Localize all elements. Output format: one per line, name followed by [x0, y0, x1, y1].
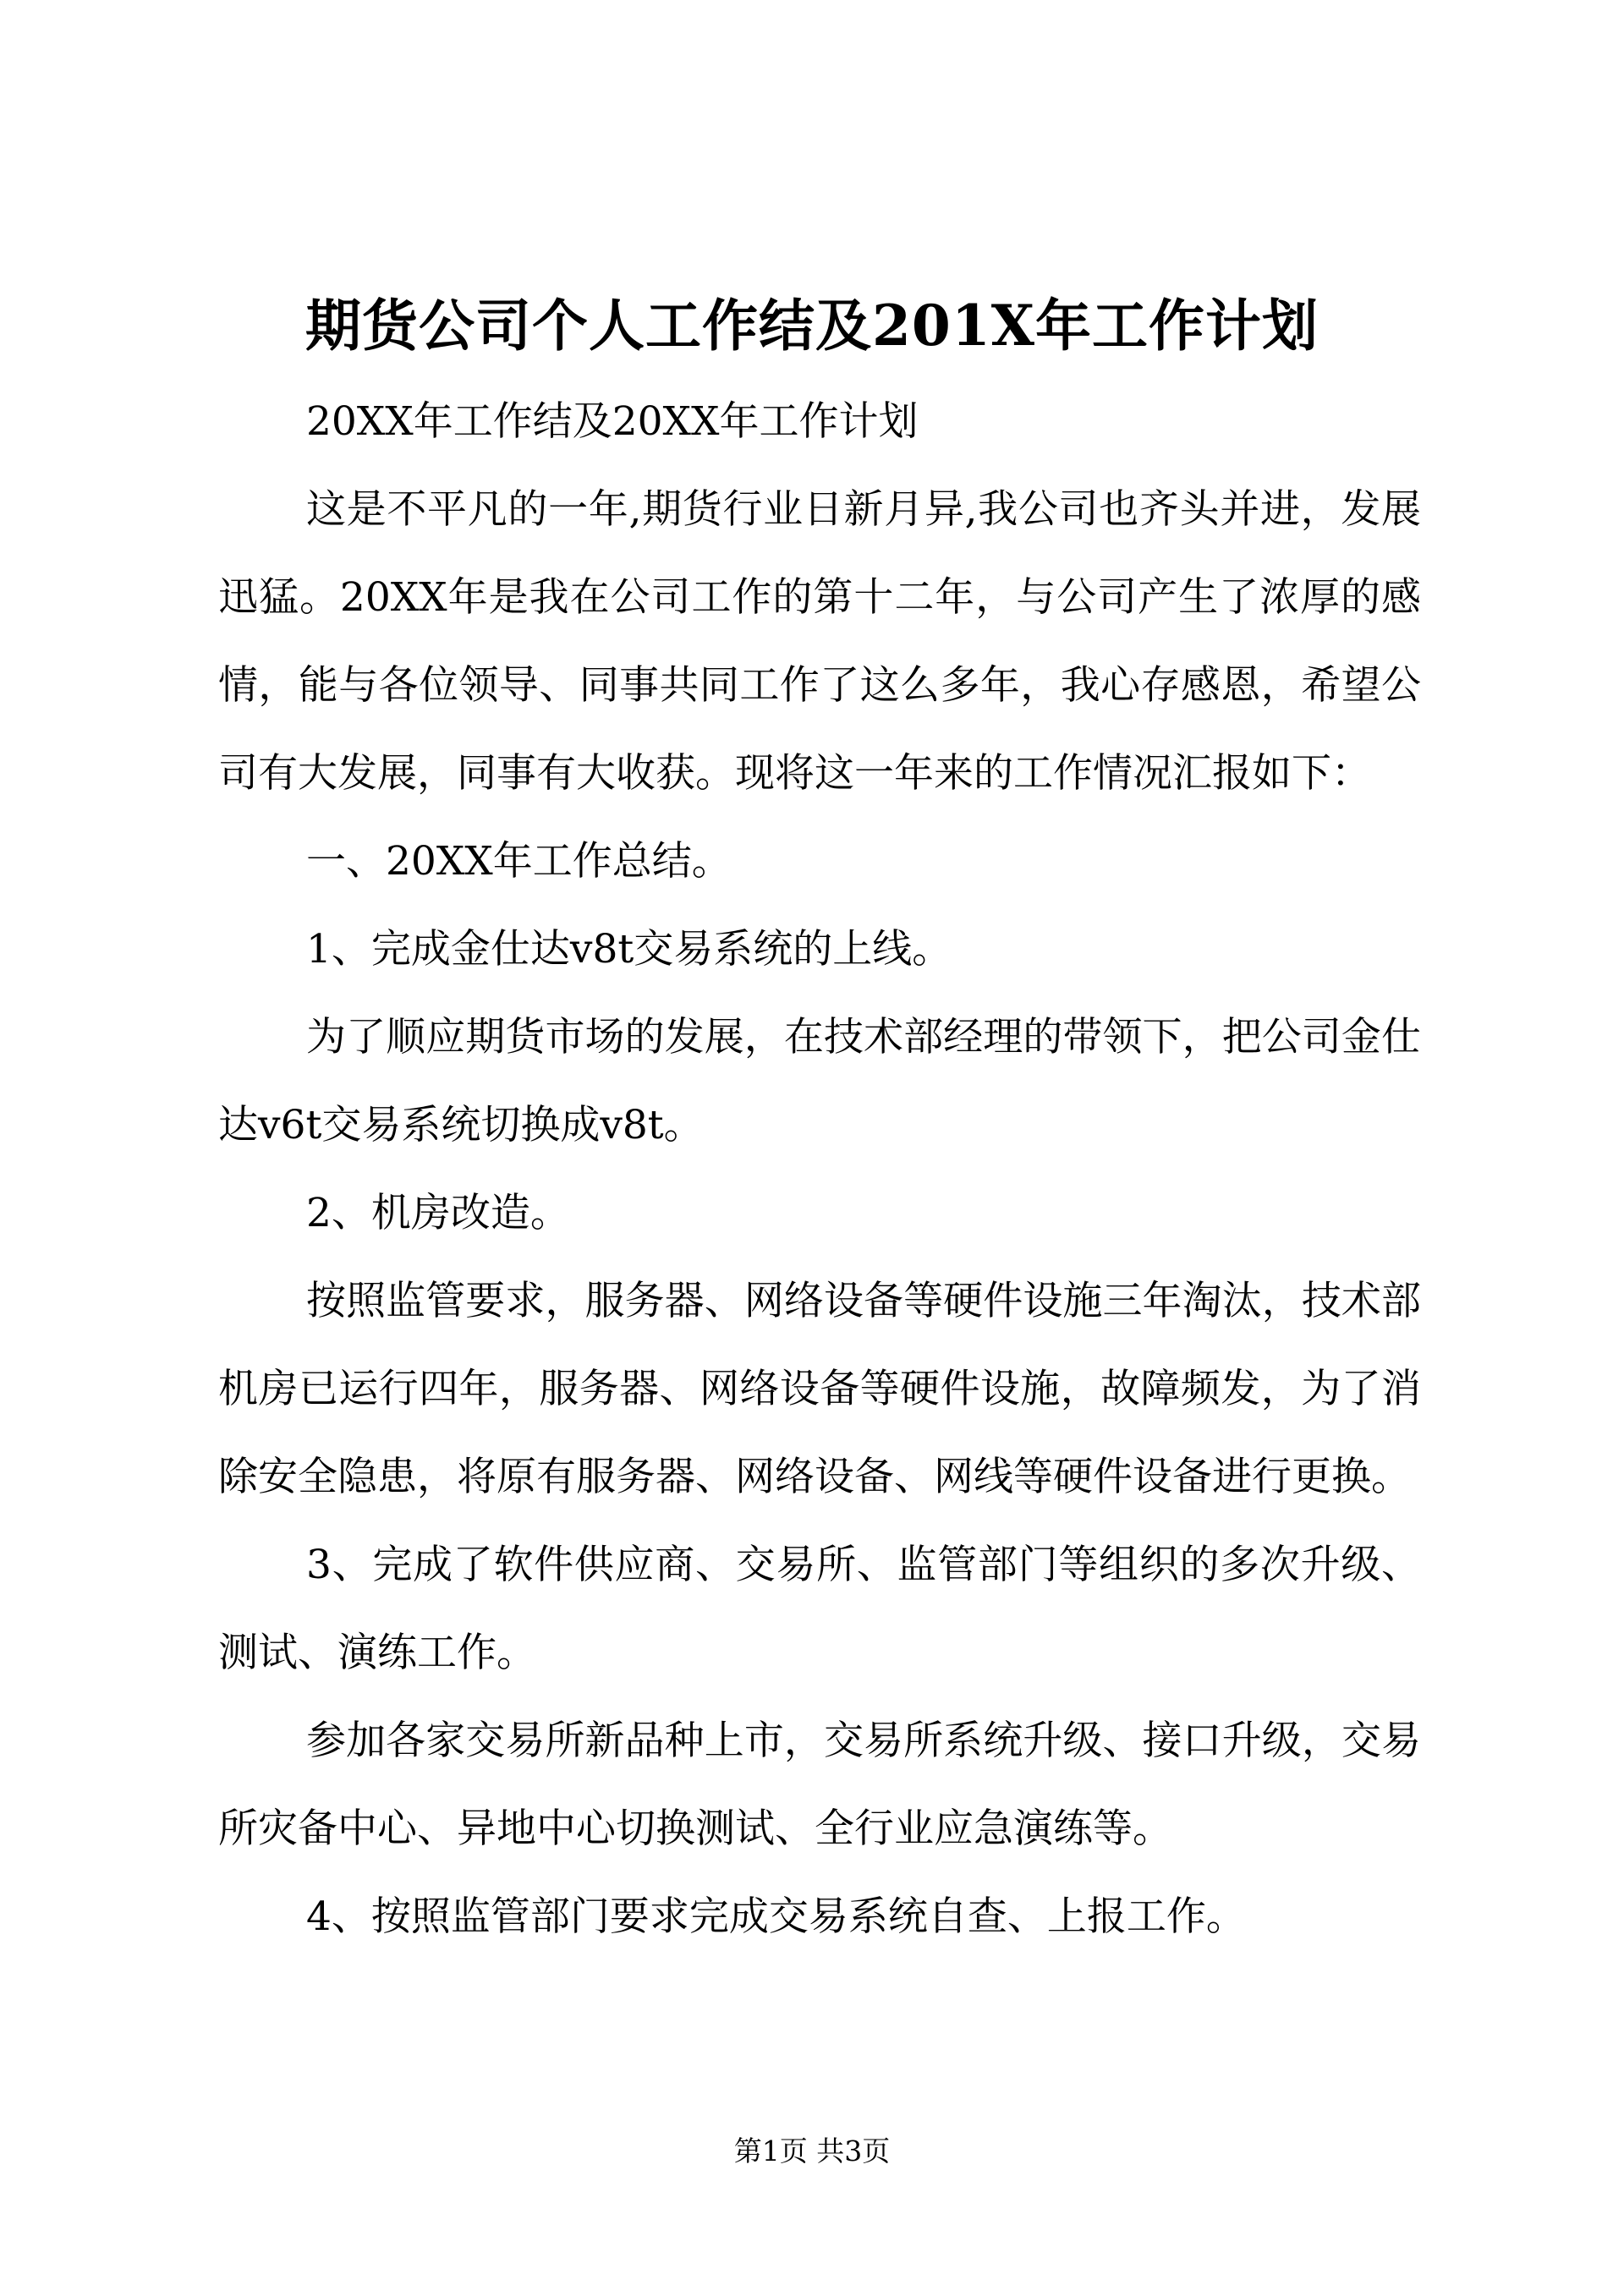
section-heading-summary: 一、20XX年工作总结。 [306, 838, 732, 885]
paragraph-subtitle: 20XX年工作结及20XX年工作计划 [306, 398, 919, 445]
page-footer: 第1页 共3页 [733, 2134, 891, 2167]
paragraph-intro: 这是不平凡的一年,期货行业日新月异,我公司也齐头并进，发展迅猛。20XX年是我在公司工作的第十二年，与公司产生了浓厚的感情，能与各位领导、同事共同工作了这么多年，我心存感恩，希望公司有大发展，同事有大收获。现将这一年来的工作情况汇报如下： [218, 486, 1421, 797]
item-paragraph-3: 参加各家交易所新品种上市，交易所系统升级、接口升级，交易所灾备中心、异地中心切换测试、全行业应急演练等。 [218, 1718, 1421, 1852]
item-paragraph-1: 为了顺应期货市场的发展，在技术部经理的带领下，把公司金仕达v6t交易系统切换成v8t。 [218, 1014, 1421, 1148]
item-heading-4: 4、按照监管部门要求完成交易系统自查、上报工作。 [306, 1893, 1246, 1940]
item-heading-3: 3、完成了软件供应商、交易所、监管部门等组织的多次升级、测试、演练工作。 [218, 1542, 1421, 1676]
document-title: 期货公司个人工作结及201X年工作计划 [305, 293, 1319, 359]
document-body [218, 378, 1421, 1961]
item-heading-1: 1、完成金仕达v8t交易系统的上线。 [306, 926, 952, 973]
item-heading-2: 2、机房改造。 [306, 1190, 570, 1236]
item-paragraph-2: 按照监管要求，服务器、网络设备等硬件设施三年淘汰，技术部机房已运行四年，服务器、网络设备等硬件设施，故障频发，为了消除安全隐患，将原有服务器、网络设备、网线等硬件设备进行更换。 [218, 1278, 1421, 1500]
